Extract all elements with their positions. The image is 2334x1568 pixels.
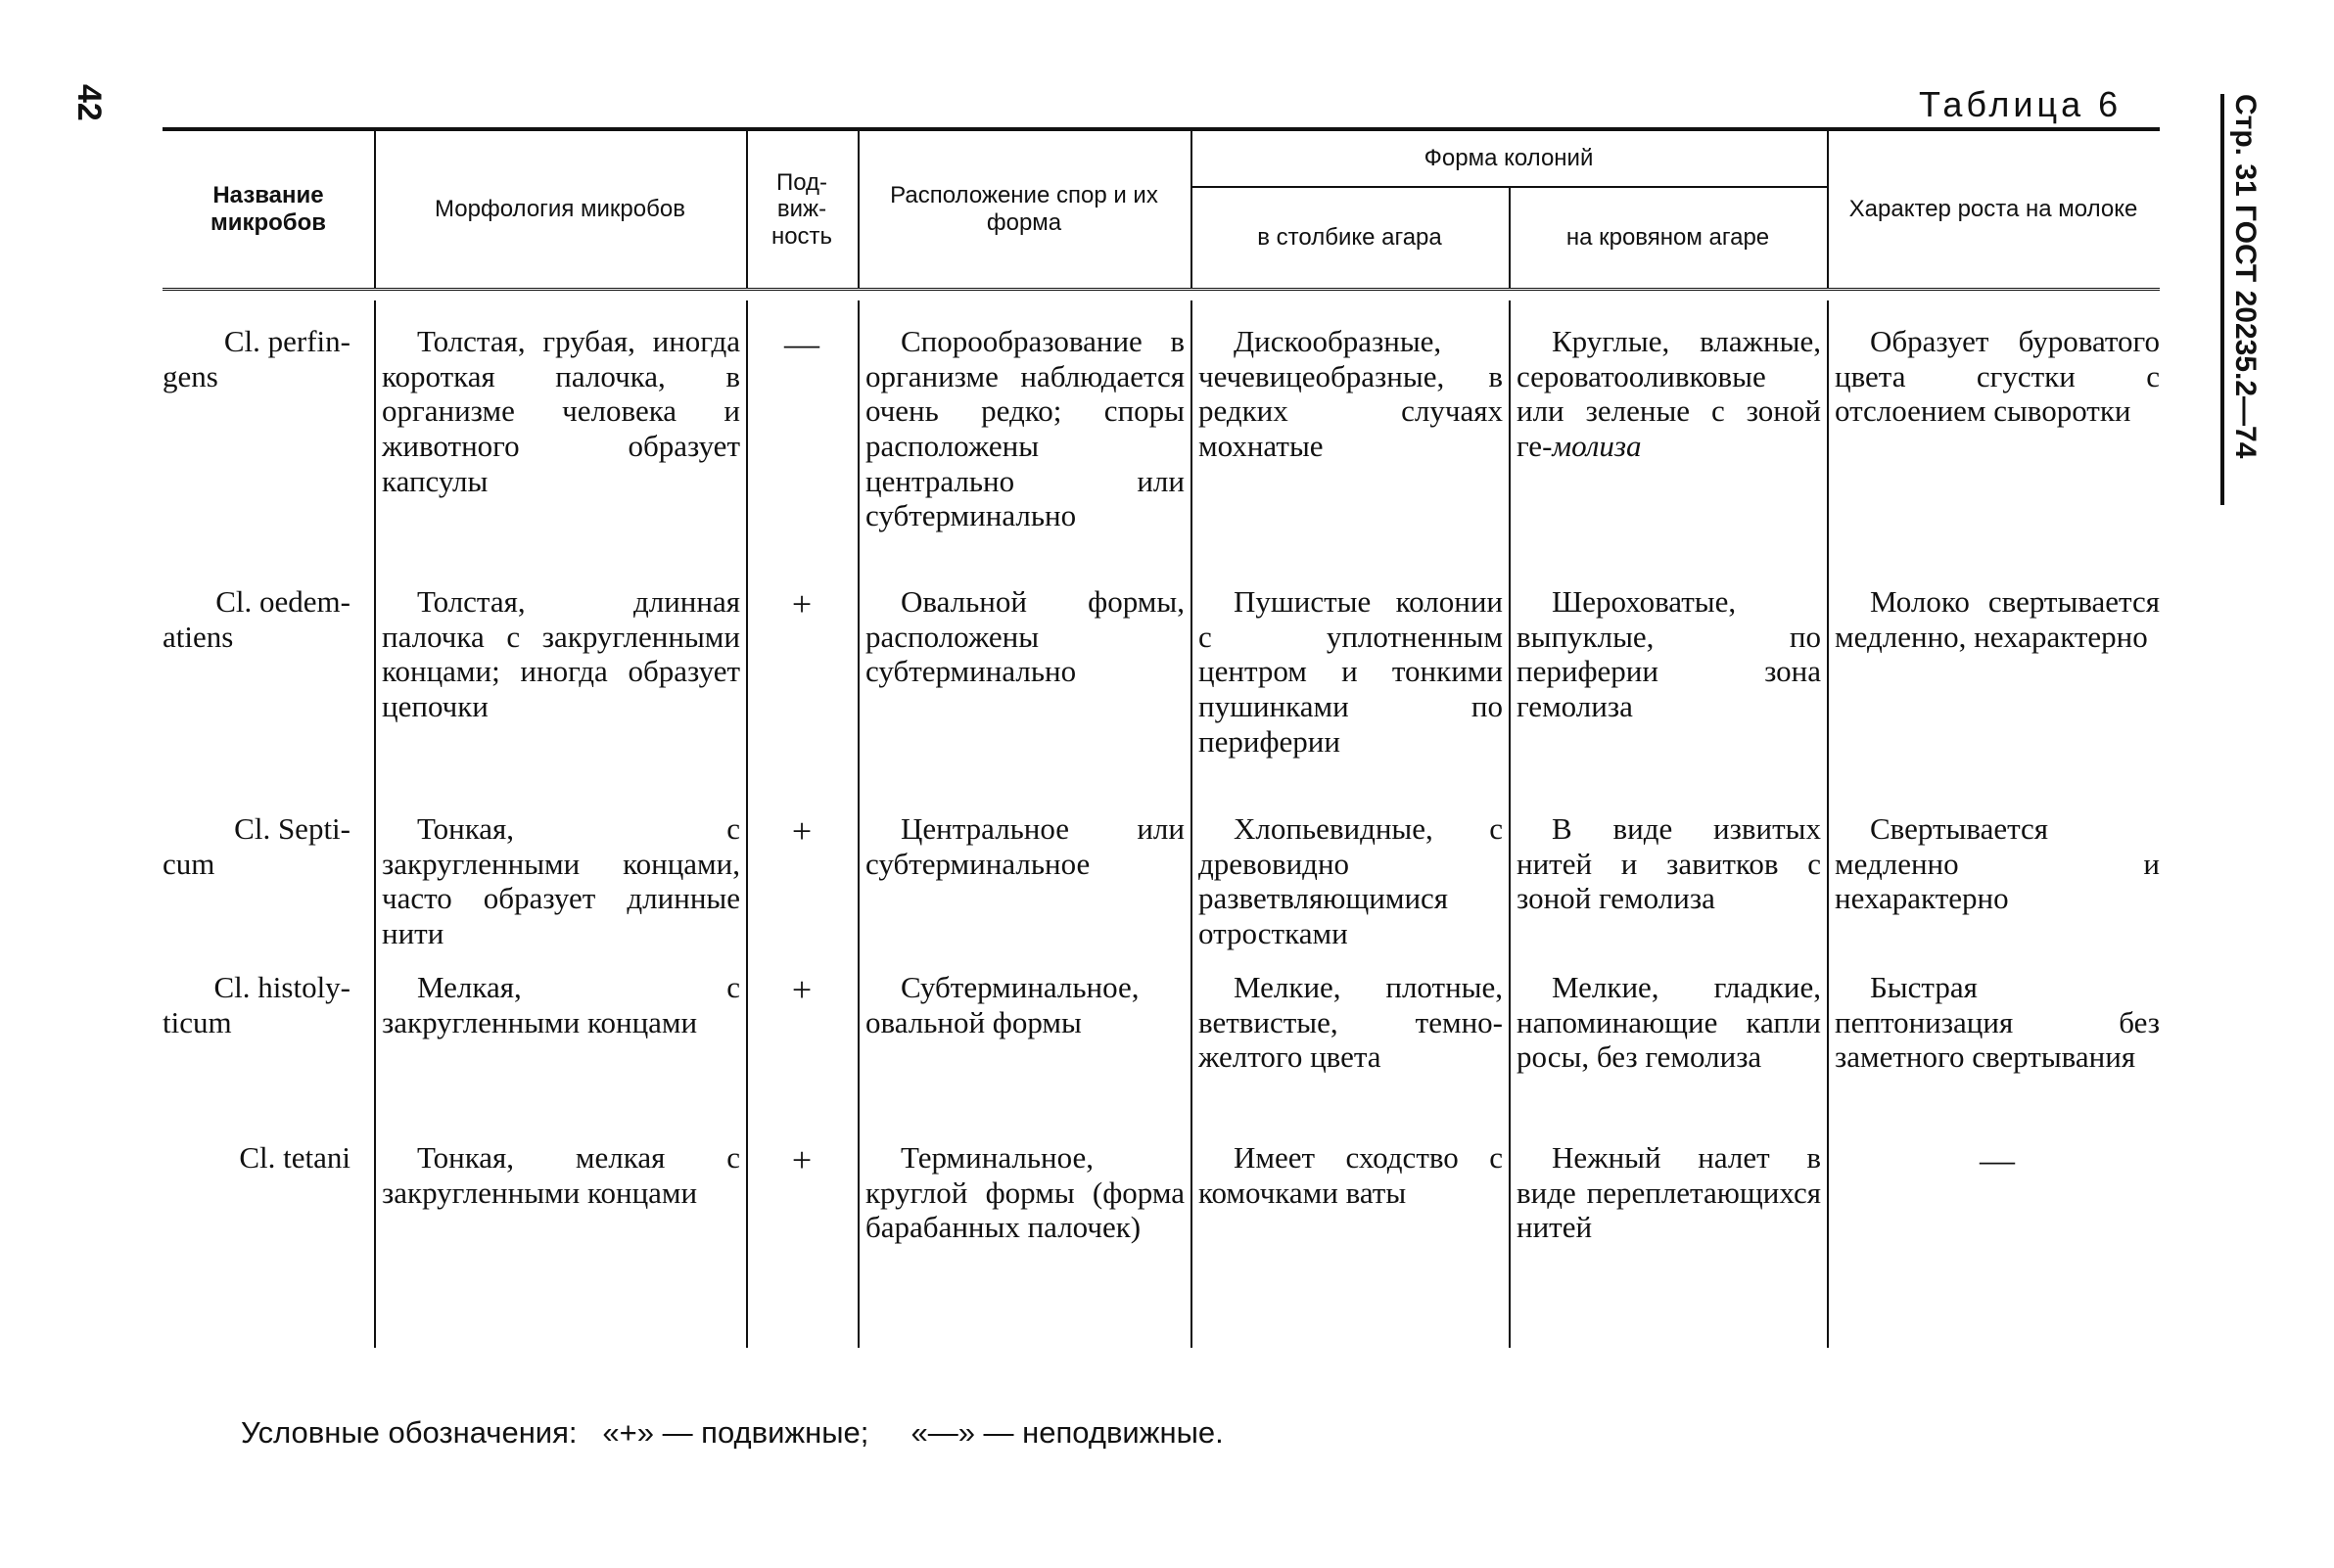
column-divider: [1509, 300, 1511, 1348]
cell-milk: Молоко свертывается медленно, нехарактерно: [1835, 584, 2160, 654]
cell-agar-column: Мелкие, плотные, ветвистые, темно-желтого цвета: [1198, 970, 1503, 1075]
header-divider: [1509, 188, 1511, 288]
cell-name: [163, 584, 358, 654]
header-divider: [746, 131, 748, 288]
header-name: Название микробов: [210, 182, 327, 236]
cell-agar-column: Хлопьевидные, с древовидно разветвляющимися отростками: [1198, 811, 1503, 950]
cell-motility: +: [791, 584, 813, 623]
name-line: cum: [163, 846, 215, 881]
cell-milk: Свертывается медленно и нехарактерно: [1835, 811, 2160, 916]
cell-agar-column: Имеет сходство с комочками ваты: [1198, 1140, 1503, 1210]
cell-agar-column: Дискообразные, чечевицеобразные, в редких случаях мохнатые: [1198, 324, 1503, 463]
column-divider: [858, 300, 860, 1348]
cell-blood-agar: Нежный налет в виде переплетающихся нитей: [1517, 1140, 1821, 1245]
cell-blood-agar: [1517, 324, 1821, 464]
header-blood-agar: на кровяном агаре: [1565, 224, 1770, 252]
cell-name: [163, 970, 358, 1039]
header-divider: [374, 131, 376, 288]
header-divider: [1190, 131, 1192, 288]
cell-milk: —: [1980, 1140, 2015, 1179]
cell-spores: Субтерминальное, овальной формы: [865, 970, 1140, 1039]
header-colonies: Форма колоний: [1190, 131, 1827, 188]
cell-spores: Овальной формы, расположены субтерминально: [865, 584, 1185, 689]
cell-spores: Центральное или субтерминальное: [865, 811, 1185, 881]
cell-name: [163, 1140, 358, 1176]
name-line: gens: [163, 358, 218, 393]
table-caption: Таблица 6: [1919, 84, 2123, 124]
header-agar-column: в столбике агара: [1257, 224, 1442, 252]
header-spores: Расположение спор и их форма: [890, 182, 1158, 236]
cell-blood-agar: Шероховатые, выпуклые, по периферии зона гемолиза: [1517, 584, 1821, 723]
cell-blood-agar: Мелкие, гладкие, напоминающие капли росы, без гемолиза: [1517, 970, 1821, 1075]
cell-motility: +: [791, 1140, 813, 1179]
header-divider: [1827, 131, 1829, 288]
microbes-table: [163, 127, 2160, 1485]
column-divider: [1827, 300, 1829, 1348]
cell-name: [163, 811, 358, 881]
running-header-rule: [2220, 94, 2224, 505]
cell-morphology: Мелкая, с закругленными концами: [382, 970, 740, 1039]
blood-agar-italic-text: молиза: [1552, 428, 1642, 463]
legend-note: Условные обозначения: «+» — подвижные; «—» — неподвижные.: [241, 1415, 1224, 1450]
table-body: [163, 291, 2160, 1485]
column-divider: [374, 300, 376, 1348]
cell-morphology: Толстая, длинная палочка с закругленными концами; иногда образует цепочки: [382, 584, 740, 723]
name-line: Cl. Septi-: [234, 811, 350, 846]
header-morphology: Морфология микробов: [435, 196, 685, 223]
name-line: atiens: [163, 619, 234, 654]
name-line: Cl. tetani: [239, 1140, 350, 1175]
column-divider: [1190, 300, 1192, 1348]
cell-milk: Образует буроватого цвета сгустки с отслоением сыворотки: [1835, 324, 2160, 429]
cell-blood-agar: В виде извитых нитей и завитков с зоной гемолиза: [1517, 811, 1821, 916]
cell-motility: +: [791, 970, 813, 1009]
cell-morphology: Тонкая, мелкая с закругленными концами: [382, 1140, 740, 1210]
header-motility: Под- виж- ность: [770, 168, 833, 250]
name-line: Cl. histoly-: [213, 970, 350, 1004]
cell-agar-column: Пушистые колонии с уплотненным центром и тонкими пушинками по периферии: [1198, 584, 1503, 759]
name-line: ticum: [163, 1004, 232, 1039]
page-number: 42: [70, 84, 108, 121]
blood-agar-text: Круглые, влажные, сероватооливковые или зеленые с зоной ге-: [1517, 324, 1821, 463]
running-header: Стр. 31 ГОСТ 20235.2—74: [2229, 94, 2262, 459]
header-milk: Характер роста на молоке: [1848, 196, 2138, 223]
cell-name: [163, 324, 358, 393]
cell-morphology: Тонкая, с закругленными концами, часто образует длинные нити: [382, 811, 740, 950]
cell-spores: Терминальное, круглой формы (форма барабанных палочек): [865, 1140, 1185, 1245]
header-divider: [858, 131, 860, 288]
table-header-row: [163, 131, 2160, 291]
cell-motility: +: [791, 811, 813, 851]
cell-milk: Быстрая пептонизация без заметного свертывания: [1835, 970, 2160, 1075]
name-line: Cl. oedem-: [215, 584, 350, 619]
name-line: Cl. perfin-: [223, 324, 350, 358]
cell-motility: —: [784, 324, 819, 363]
cell-morphology: Толстая, грубая, иногда короткая палочка, в организме человека и животного образует капсулы: [382, 324, 740, 498]
cell-spores: Спорообразование в организме наблюдается очень редко; споры расположены центрально или субтерминально: [865, 324, 1185, 533]
